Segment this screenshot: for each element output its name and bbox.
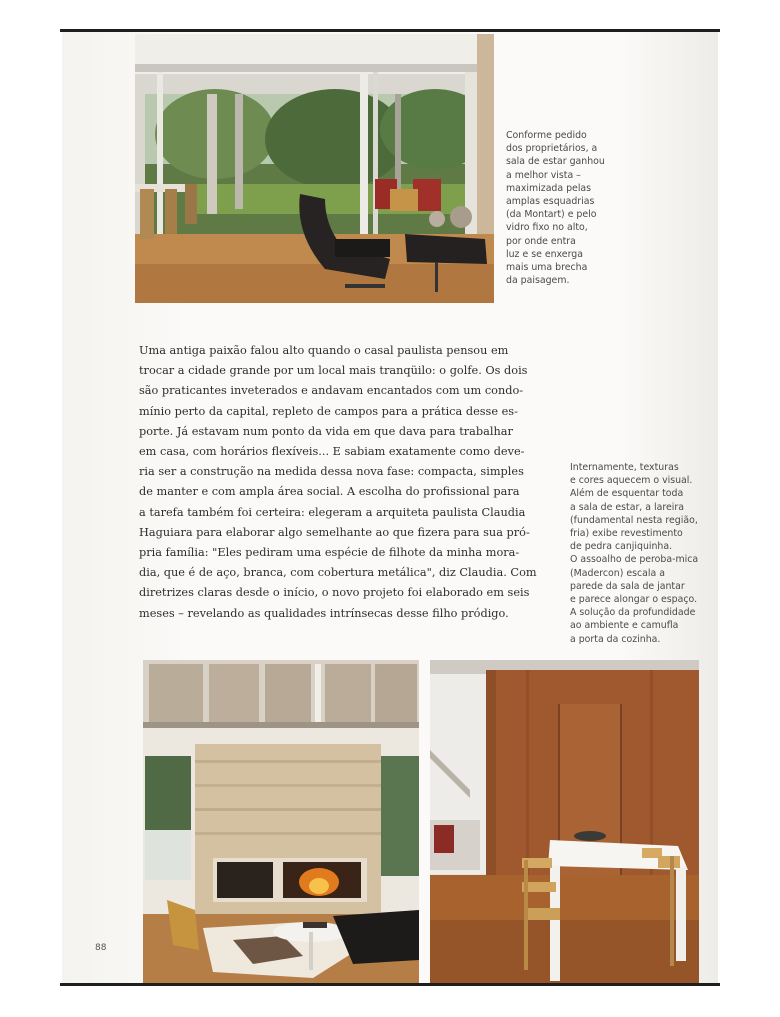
body-line: ria ser a construção na medida dessa nova fase: compacta, simples	[139, 465, 524, 479]
body-line: a tarefa também foi certeira: elegeram a arquiteta paulista Claudia	[139, 505, 526, 519]
body-line: pria família: "Eles pediram uma espécie de filhote da minha mora-	[139, 546, 520, 560]
caption-line: a sala de estar, a lareira	[570, 501, 684, 513]
caption-line: A solução da profundidade	[570, 607, 696, 619]
caption-line: ao ambiente e camufla	[570, 620, 679, 632]
caption-line: a melhor vista –	[506, 169, 581, 181]
caption-line: mais uma brecha	[506, 262, 588, 274]
caption-line: sala de estar ganhou	[506, 156, 605, 168]
body-line: diretrizes claras desde o início, o novo projeto foi elaborado em seis	[139, 586, 530, 600]
body-line: são praticantes inveterados e andavam encantados com um condo-	[139, 384, 524, 398]
caption-line: maximizada pelas	[506, 182, 592, 194]
caption-line: Conforme pedido	[506, 130, 587, 141]
body-line: trocar a cidade grande por um local mais tranqüilo: o golfe. Os dois	[139, 364, 528, 378]
caption-line: e cores aquecem o visual.	[570, 475, 693, 487]
caption-line: dos proprietários, a	[506, 143, 598, 155]
dining-room-photo	[430, 660, 699, 983]
caption-line: (fundamental nesta região,	[570, 514, 698, 526]
caption-line: amplas esquadrias	[506, 196, 595, 208]
article-body	[139, 341, 537, 624]
caption-line: Além de esquentar toda	[570, 488, 684, 500]
caption-line: (da Montart) e pelo	[506, 209, 597, 221]
caption-line: vidro fixo no alto,	[506, 222, 588, 234]
caption-line: Internamente, texturas	[570, 462, 679, 473]
interior-caption	[570, 461, 698, 646]
body-line: Uma antiga paixão falou alto quando o casal paulista pensou em	[139, 344, 509, 357]
caption-line: por onde entra	[506, 235, 576, 247]
caption-line: (Madercon) escala a	[570, 567, 665, 579]
body-line: de manter e com ampla área social. A escolha do profissional para	[139, 485, 520, 499]
body-line: mínio perto da capital, repleto de campos para a prática desse es-	[139, 404, 518, 418]
caption-line: O assoalho de peroba-mica	[570, 554, 699, 566]
caption-line: a porta da cozinha.	[570, 633, 661, 645]
body-line: em casa, com horários flexíveis... E sabiam exatamente como deve-	[139, 445, 525, 459]
fireplace-photo	[143, 660, 419, 983]
caption-line: de pedra canjiquinha.	[570, 541, 673, 553]
top-photo-caption	[506, 129, 605, 287]
caption-line: fria) exibe revestimento	[570, 528, 683, 540]
caption-line: parede da sala de jantar	[570, 580, 685, 592]
body-line: porte. Já estavam num ponto da vida em que dava para trabalhar	[139, 424, 513, 438]
caption-line: da paisagem.	[506, 275, 570, 287]
caption-line: luz e se enxerga	[506, 248, 583, 260]
scan-border-bottom	[60, 983, 720, 986]
body-line: meses – revelando as qualidades intrínsecas desse filho pródigo.	[139, 606, 509, 620]
living-room-photo	[135, 34, 494, 303]
body-line: dia, que é de aço, branca, com cobertura metálica", diz Claudia. Com	[139, 566, 537, 580]
caption-line: e parece alongar o espaço.	[570, 594, 698, 606]
page-number: 88	[95, 943, 107, 953]
body-line: Haguiara para elaborar algo semelhante ao que fizera para sua pró-	[139, 525, 530, 539]
